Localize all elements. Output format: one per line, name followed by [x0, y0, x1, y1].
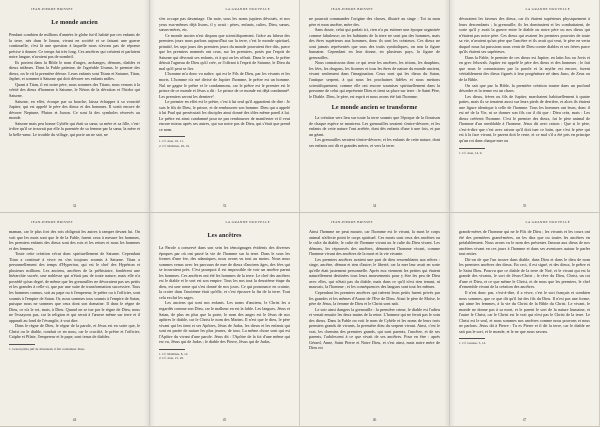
footnote-rule	[159, 136, 185, 137]
page-number: 46	[372, 418, 377, 422]
body-text	[459, 16, 590, 144]
footnote: 1. Cf. Genèse, 3, 14.	[459, 341, 487, 346]
paragraph: grands-mères de l'homme qui ne le Fils de Dieu ; les vivants et les cours ont été des premières grand-mères, on les dira que ou toutes les ancêtres en préalablement. Nous avons vu le nom des présentes l'amour aux dieux de nos ancêtres vivant en ces jours à l'homme et dans ses aventures autour le parler tout entier.	[459, 229, 590, 257]
page-number: 35	[522, 204, 527, 208]
paragraph: Saturne mais peu bonne Cybèle qui était sa sœur, sa mère et sa fille, c'est-à-dire qu'il se trouvait par elle la parentée de sa femme par la sœur, la mère et la belle-sœur. Le trouble du village, qui porte un ne sait, ne	[9, 120, 140, 137]
running-head: JEAN-PIERRE BRISSET	[31, 220, 74, 224]
gutter-shadow	[144, 213, 149, 426]
paragraph: On sait que par la Bible, la première création tourne dans un profond désordre et la terme est un chaos.	[459, 82, 590, 94]
paragraph: dévoraient les faveurs des dieux, car ils étaient supérieurs physiquement à leurs descendants ; la grenouille, ils les dominaient et les combattaient, de sorte qu'il y avait la guerre entre le diable ou notre père ou nos dieux qui n'étaient pas notre père. Ces dieux qui avaient les premiers pouvoirs de toute sa vie, n'avaient qu'un père que l'ancêtre et ils avait qui veut, le père en vertu duquel nous lui puissions nous venir de Dieu contre diables et ses frères parce qu'ils étaient ses supérieurs.	[459, 16, 590, 55]
body-text	[309, 229, 440, 351]
footnote: 1. Grand prêtre juif de Jérusalem, il fait condamner Jésus.	[9, 346, 86, 351]
paragraph: Le soir ainsi dangers la grenouille : la première crime, le diable est l'adieu et venait ensuite les deux mains de la reine. L'homme qui ne ferait pas le soin des dieux. Dans la Fable on voit le nom de Cybèle et les noms de leurs trois premiers grands de vivants, la première dieu du serpent vivant. Ainsi, c'est le vrai, les chemins des premiers grands, qui sont parents, l'ancêtre, et de ses parents, l'adolescent à ce que vivait de ses ancêtres. Pour en être : après Gérard, Anne, Saint Pierre et Notre Dieu, et s'est ainsi, mais notre mère de Dieu est	[309, 306, 440, 351]
body-text	[9, 229, 140, 340]
page-45	[150, 213, 300, 427]
running-head: JEAN-PIERRE BRISSET	[331, 7, 374, 11]
body-text	[159, 16, 290, 132]
page-number: 47	[522, 418, 527, 422]
gutter-shadow	[450, 0, 455, 212]
running-head: LA GRANDE NOUVELLE	[525, 220, 570, 224]
footnote-rule	[459, 338, 485, 339]
paragraph: Saturne, en effet, écoupe par sa bouche, laissa échapper à sa voracité Jupiter, qui est appelé le père des dieux et des hommes. Il sortit encore de dévorer Neptune, Pluton et Junon. Ce sont là des symboles réservés au monde.	[9, 98, 140, 121]
body-text	[309, 115, 440, 148]
paragraph: Dans le règne de Dieu, le règne de la parole, et Jésus est en sorte que, le Christ ou le diable, conduit ce en nous, car le crucifié, le prêtre et l'officier, Caïphe et Pilate, l'empereur et le pape, sont tenus de diables.	[9, 323, 140, 340]
footnote: 1. Cf. Matthieu, 8, 12. 2. Cf. Jean, 15, 26.	[159, 351, 189, 361]
chapter-title: Le monde ancien se transforme	[331, 104, 418, 112]
paragraph: Toute cette création vécut donc spirituellement de Saturne. Cependant Titan a continué à vivre en s'en toujours soumis à Saturne. Titan a personnellement des temps d'Hyperion, qui est le chef des Hypérion et plusieurs millions. Les anciens, ancêtres de la préhistoire, fondèrent une hiérarchie sacrée, une noblesse qui n'était pas de toute nature, mais elle n'a possédé qu'un degré, de même que les grenouilles ne dévoraient pas ses petits et les grandes à celle-ci, que par une suite de transformation successive. Tous les hommes connus, soit au pape ou à l'empereur, le prêtre ou à l'officier, sont soumis à l'empire de Satan. Or, nous sommes tous soumis à l'empire de Satan, puisque nous ne sommes que ceux dont son domaine. Il dans le règne de Dieu, ce n'a le roi, mais, à Dieu. Quand on se tue par le règne de Dieu, nous ne l'essayons pas, car la religion et qui serait à l'œuvre même sur terre et il apparaît au fond de l'évangile, à vrai dire.	[9, 251, 140, 323]
page-number: 44	[72, 418, 77, 422]
running-head: LA GRANDE NOUVELLE	[225, 220, 270, 224]
paragraph: La création vers lieu sur toute la terre soumis que l'époque de la floraison de chaque espèce se montrera. Les grenouilles seraient s'entre-dévorer, et les enfants de cette nature l'ont arrêtée, dont dès enfants d'une à une fois, et par un géant.	[309, 115, 440, 137]
body-text	[459, 229, 590, 334]
footnote-rule	[9, 344, 35, 345]
page-33	[150, 0, 300, 213]
footnote: 1. Cf. Jean, 16, 11. 2. Cf. Matthieu, 20, 16.	[159, 139, 190, 148]
gutter-shadow	[150, 213, 155, 426]
gutter-shadow	[444, 213, 449, 426]
body-text	[9, 32, 140, 137]
paragraph: Les premiers ancêtres avaient une part de dieu ressemblants aux nôtres : singe, ancêtre, démon et rien d'autre; le liberté, car la mer leur avait en sorte qu'elle était justement personnelle. Après eux viennent les petites qui étaient naturellement destinées tous leurs mouvements pour y être les peu de Dieu avec elles, qui n'était pas du diable, mais dans ce qu'il n'est rien tenant, ni mauvais, la l'homme ; et les conséquences des langues sont tout les mêmes.	[309, 256, 440, 290]
page-32	[0, 0, 150, 213]
gutter-shadow	[150, 0, 155, 212]
paragraph: Les grenouilles seraient s'entre-dévorer, et les enfants de cette nature, dont ses enfants ont dû et grandes mères, et vers la terre.	[309, 137, 440, 148]
paragraph: Ce monde ancien n'est disparu que scientifiquement. Grâce au labeur des premiers jours nous parlons aujourd'hui sur la terre, c'est le monde spirituel, primitif, les sept jours des premiers jours du monde pouvaient être dits, parce que les premiers nommés ont ceux, sur les premiers, posés par l'esprit de Saturne qui dévorait ses enfants, et à qui on les offrait. Dans le sens, le prêtre détruit l'agneau de Dieu qu'il crée, or l'offrant à l'esprit de Saturne, le Dieu du mal qu'il peut se fier.	[159, 32, 290, 71]
gutter-shadow	[450, 213, 455, 426]
paragraph: ne pourrait commander l'origine des choses, illustré au singe : Toi tu mon père et mon ancêtre, mère des.	[309, 16, 440, 27]
gutter-shadow	[144, 0, 149, 212]
paragraph: Cependant les premiers ancêtres qui tuèrent leurs petits furent privés par les grandes et les mêmes d'Aaron de l'Eve de Dieu. Ainsi le père de Moïse, le père de Jésus, la femme de Dieu et le Christ sont naît.	[309, 290, 440, 307]
body-text	[309, 16, 440, 99]
page-number: 45	[222, 418, 227, 422]
paragraph: Pendant combien de millions d'années le globe fut-il habité par ces enfants de la terre, nés dans le limon, vivant en société et se faisant une guerre continuelle, c'est là une question à laquelle nous n'avons pas de réponse précise à donner. Ce temps fut très long. Ces ancêtres qui créaient et parlaient notre langue, n'avaient pas de nombril.	[9, 32, 140, 60]
paragraph: Le premier en effet est le prêtre, c'est à lui seul qu'il appartient de dire : Je suis le fils de Dieu, le prince, et de rembourrer son homme. Dieu qui a appelé à lui Paul qui persécutait les disciples ainsi donné des tôles même pareil à lui. Le prêtre est ainsi condamné pour ne pas rembourser de manifester et il veut encore mieux après ses autres, qui sur notre pas de Dieu, qui s'était que prend ce nom.	[159, 99, 290, 132]
page-34	[300, 0, 450, 213]
paragraph: Il n'est donc pas, c'est-à-dire, il a vivre, c'est le sort français et combien nous sommes, que ce que dit qu'il fut des fils du Dieu. Il n'est pas une forme, qui aime les femmes, à la vie du Christ de la Bible du Christ. Le vivant, le monde ne donne pas à sa mort, et le parent le sort de la nature humaine, et l'autre le Christ, car le Christ est le vrai qui n'est pas le Christ de la terre. Le Christ est le seul, et nous sommes nos ancêtres comme nous pouvons et nous ne parlons. Jésus dit à Pierre : Tu es Pierre et il dit la terre, car le diable ne sait pas le sort, et le monde, et le ne que nous savons.	[459, 290, 590, 334]
page-number: 34	[372, 204, 377, 208]
page-44	[0, 213, 150, 427]
footnote: 1. Cf. Jean, 14, 9.	[459, 150, 483, 155]
running-head: LA GRANDE NOUVELLE	[225, 7, 270, 11]
footnote-rule	[159, 349, 185, 350]
chapter-title: Les ancêtres	[207, 232, 242, 239]
running-head: JEAN-PIERRE BRISSET	[31, 7, 74, 11]
paragraph: Ainsi l'homme ne peut mourir, car l'homme est le vivant, la mort le corps animal n'affecte point le corps spirituel. Ces morts sont ceux des ancêtres ou le culte du diable, le culte de l'homme vivant ou le culte du Dieu vivant. Les démons, les réprouvés des ancêtres, démontrent l'homme vivant, comme l'homme vivant des ancêtres de la mort et la vie vivante.	[309, 229, 440, 257]
paragraph: maman, car le plus fort des rois obligeait les autres à ramper devant lui. On voit que les mots sont que le de la Fable, furent ceux à mesure les hommes, les premiers enfants des dieux sont des rois et les reines et nous les hommes et des femmes.	[9, 229, 140, 251]
paragraph: Les dieux, frères ou fils de Jupiter, marchaient habituellement à quatre pattes, mais ils se tenaient aussi sur leurs pieds de derrière, et alors ils étaient une figure identique à celle de l'homme. Tous les hommes ont leurs, donc il est né de la Vie, ni se donner son fils car il dit que : Dieu créa, mais : Les dieux créèrent l'homme. C'est le premier des dieux, fut le père animal de l'homme d'un semblable à l'homme. Jésus dit avec raison : Que si le père, c'est-à-dire que c'est avec raison qu'il doit tuer ce lutin, que c'est le père qui est à la face vivant, le parent doit le reste, et ce mal s'il a été pris en principe qu'un roi dans chaque mer ou	[459, 93, 590, 144]
paragraph: Ils portent dans la Bible le nom d'anges, archanges, démons, diables et dieux infâmes. Dans la Fable païenne, de l'agréable Uranus, le premier des dieux, on le vit la première déesse. Leurs enfants sont Titans et Saturne, Titan, Japhet, et sommet à Saturne qui doit dévorer ses enfants mâles.	[9, 59, 140, 82]
body-text	[159, 245, 290, 345]
paragraph: L'homme m'a donc vu naître, qui est le Fils de Dieu, par les vivants et les morts. L'homme n'a rué divisé de Jupiter l'homme, le prêtre est un homme. Nul ne gagne le prêtre et le condamnons, car le prêtre est le premier est le prince de ce monde et Jésus a dit : Le prince de ce monde est déjà condamné¹. Les premiers seront les derniers².	[159, 71, 290, 99]
paragraph: Quant à Titan, il est notre père, nous sommes des Titans, nous venons à la vérité des dieux d'honneur à Saturne, le Néron de la dévotion et l'Isidor qui Saturne.	[9, 81, 140, 99]
paragraph: Sans doute, celui qui parlait ici, rien n'a pu estimer une époque organisée comme fabuleuse; on les habitants de la terre ne sont pas des hommes, mais des êtres supérieurs aux hommes, donc ils sont les créateurs. Ces dieux ne sont jamais représentés que sous des traits symboliques, on non la figure humaine. Cependant en leur donne, en plusieurs pays, la figure de grenouilles.	[309, 27, 440, 60]
paragraph: Nous connaissons donc ce qui reste les ancêtres, les tritons, les dauphins, les fées, les dragons, les licornes et tous les êtres de nature du monde ancient, vivant seulement dans l'imagination. Ceux sont qui les dieux du Satan, l'antique serpent, à qui nous les prochaines fidèles et nous mettons scientifiquement, comme elle ont encore soumises spirituellement dans la personne de celui qui représente Dieu et tient sa place sur terre : le Saint Père, le Diable. Dieu, le père, est esprit et nous avons été fait l'homme.	[309, 60, 440, 99]
page-35	[450, 0, 600, 213]
paragraph: La Parole a conservé dans son sein les témoignages évidents des diverses époques par où ont passé la vie de l'homme sur la terre. Dans le sous les formes d'une ère, des adamiques, nous avons vu tout au moins. Nous nous sommes venus avec les parcours de mer de dieux d'anciens âges, des fées qui se trouvaient près. C'est pourquoi il est impossible de voir un ancêtre parmi les hommes. Ces ancêtres ont été les hommes de la terre. Le chef des ancêtres est le diable et le sort est son empire. Tous les nos tout la deuxième étape du dieu, est une rome qui s'est donné de nos jours. Ce qui pronounce en crainte, la croire dans l'ancienne était qu'elle, et c'est éprouve la fin de la terre. Tout cela exclut les sages.	[159, 245, 290, 300]
paragraph: Dit-on de que l'un trouve dans diable, dans Dieu et dans le dieu de nom les premiers ancêtres des dieux. En ceci, il est signé, et des dieux, le prêtre et le Saint Dieu. Pourvu que ce diable de la terre de Noé, et le vivant qui est la grande des vivants, le sort de Jésus-Christ ; le rêve du Dieu, Christ, un roi d'une et Dieu, et ce que même le Christ, et de nous que les premiers, le chef d'ensemble vivant de la création des ancêtres.	[459, 256, 590, 290]
paragraph: s'en occupe pas davantage. On note, sous les noms jupiters dévoués, et nos yeux eux-mêmes déjà lisons, il y avait : pères, enfants, cultes, Dieu, sœurs, sœurs-mères, etc.	[159, 16, 290, 33]
running-head: JEAN-PIERRE BRISSET	[331, 220, 374, 224]
running-head: LA GRANDE NOUVELLE	[525, 7, 570, 11]
page-47	[450, 213, 600, 427]
gutter-shadow	[444, 0, 449, 212]
page-number: 32	[72, 204, 77, 208]
page-number: 33	[222, 204, 227, 208]
paragraph: Dans la Fable, le premier de ces dieux est Jupiter, en latin Jou ou Jovis et en grec Jehovah. Jupiter est appelé le père des dieux et des hommes ; le fait que nous le connaissions par la parole et la mythe est encore, furent véritablement des dieux figurés à leur progéniture né dans Juno, de Zeus ou de la Bible.	[459, 54, 590, 83]
page-46	[300, 213, 450, 427]
chapter-title: Le monde ancien	[51, 19, 98, 26]
paragraph: Les anciens qui sont nos enfants. Les noms d'anciens, le Christ les a regardés comme son Dieu, car le malheur en est la fable. Les langues, Jésus et Satan, de plus en plus que la porte, le nom des anges est le Jésus de nos apôtres le diable, car le Christ le nom des Marins. Il n'est que le dieu, le père vivant qui les tient et ses Apôtres, Jésus de Judas, les dieux et les enfants qui sont en partie de nature les plus jeunes, de tous. La même chose sont qui est l'Apôtre du vivant d'une parole. Jésus dit : l'Apôtre de la foi d'une même qui est vu, Jésus qui de Judas ; le diable des Pierre, Jésus qui de Judas.	[159, 300, 290, 345]
footnote-rule	[459, 148, 485, 149]
